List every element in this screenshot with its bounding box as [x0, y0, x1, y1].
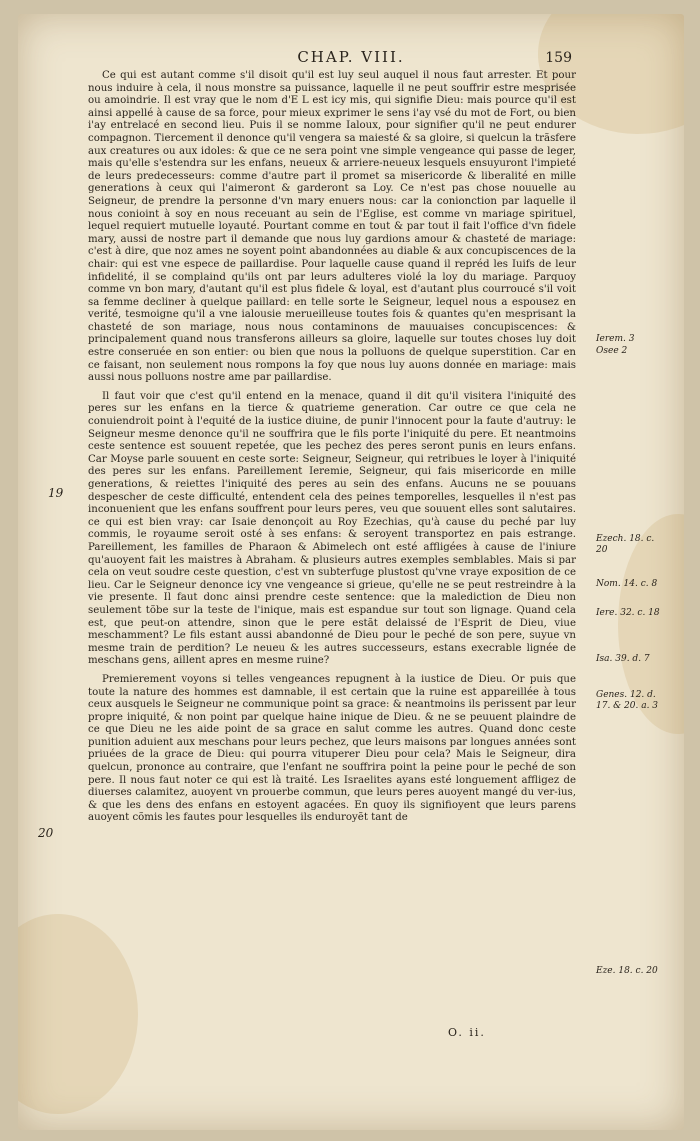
margin-note: Ierem. 3 — [596, 334, 635, 344]
paragraph: Premierement voyons si telles vengeances repugnent à la iustice de Dieu. Or puis que toute la nature des hommes est damnable, il est certain que la ruine est appareillée à tous ceux ausquels le Seigneur ne communique point sa grace: & neantmoins ils perissent par leur propre iniquité, & non point par quelque haine inique de Dieu. & ne se peuuent plaindre de ce que Dieu ne les aide point de sa grace en salut comme les autres. Quand donc ceste punition aduient aux meschans pour leurs pechez, que leurs maisons par longues années sont priuées de la grace de Dieu: qui pourra vituperer Dieu pour cela? Mais le Seigneur, dira quelcun, prononce au contraire, que l'enfant ne souffrira point la peine pour le peché de son pere. Il nous faut noter ce qui est là traité. Les Israelites ayans esté longuement affligez de diuerses calamitez, auoyent vn prouerbe commun, que leurs peres auoyent mangé du ver-ius, & que les dens des enfans en estoyent agacées. En quoy ils signifioyent que leurs parens auoyent cõmis les fautes pour lesquelles ils enduroyẽt tant de — [88, 673, 576, 824]
margin-note: Ezech. 18. c. 20 — [596, 534, 655, 555]
signature-mark: O. ii. — [448, 1026, 486, 1039]
section-number-19: 19 — [48, 486, 64, 500]
book-page — [18, 14, 684, 1130]
section-number-20: 20 — [38, 826, 54, 840]
margin-note: Osee 2 — [596, 346, 628, 356]
paragraph: Il faut voir que c'est qu'il entend en la menace, quand il dit qu'il visitera l'iniquité des peres sur les enfans en la tierce & quatrieme generation. Car outre ce que cela ne conuiendroit point à l'equité de la iustice diuine, de punir l'innocent pour la faute d'autruy: le Seigneur mesme denonce qu'il ne souffrira que le fils porte l'iniquité du pere. Et neantmoins ceste sentence est souuent repetée, que les pechez des peres seront punis en leurs enfans. Car Moyse parle souuent en ceste sorte: Seigneur, Seigneur, qui retribues le loyer à l'iniquité des peres sur les enfans. Pareillement Ieremie, Seigneur, qui fais misericorde en mille generations, & reiettes l'iniquité des peres au sein des enfans. Aucuns ne se pouuans despescher de ceste difficulté, entendent cela des peines temporelles, lesquelles il n'est pas inconuenient que les enfans souffrent pour leurs peres, veu que souuent elles sont salutaires. ce qui est bien vray: car Isaie denonçoit au Roy Ezechias, qu'à cause du peché par luy commis, le royaume seroit osté à ses enfans: & seroyent transportez en pais estrange. Pareillement, les familles de Pharaon & Abimelech ont esté affligées à cause de l'iniure qu'auoyent fait les maistres à Abraham. & plusieurs autres exemples semblables. Mais si par cela on veut soudre ceste question, c'est vn subterfuge plustost qu'vne vraye exposition de ce lieu. Car le Seigneur denonce icy vne vengeance si grieue, qu'elle ne se peut restreindre à la vie presente. Il faut donc ainsi prendre ceste sentence: que la malediction de Dieu non seulement tõbe sur la teste de l'inique, mais est espandue sur tout son lignage. Quand cela est, que peut-on attendre, sinon que le pere estãt delaissé de l'Esprit de Dieu, viue meschamment? Le fils estant aussi abandonné de Dieu pour le peché de son pere, suyue vn mesme train de perdition? Le neueu & les autres successeurs, estans execrable lignée de meschans gens, aillent apres en mesme ruine? — [88, 390, 576, 667]
margin-note: Isa. 39. d. 7 — [596, 654, 650, 664]
margin-note: Genes. 12. d. 17. & 20. a. 3 — [596, 690, 659, 711]
paper-stain — [18, 914, 138, 1114]
margin-note: Iere. 32. c. 18 — [596, 608, 660, 618]
margin-note: Nom. 14. c. 8 — [596, 579, 658, 589]
main-text — [88, 70, 576, 825]
paragraph: Ce qui est autant comme s'il disoit qu'il est luy seul auquel il nous faut arrester. Et pour nous induire à cela, il nous monstre sa puissance, laquelle il ne peut souffrir estre mesprisée ou amoindrie. Il est vray que le nom d'E L est icy mis, qui signifie Dieu: mais pource qu'il est ainsi appellé à cause de sa force, pour mieux exprimer le sens i'ay vsé du mot de Fort, ou bien i'ay entrelacé en second lieu. Puis il se nomme Ialoux, pour signifier qu'il ne peut endurer compagnon. Tiercement il denonce qu'il vengera sa maiesté & sa gloire, si quelcun la trãsfere aux creatures ou aux idoles: & que ce ne sera point vne simple vengeance qui passe de leger, mais qu'elle s'estendra sur les enfans, neueux & arriere-neueux lesquels ensuyuront l'impieté de leurs predecesseurs: comme d'autre part il promet sa misericorde & liberalité en mille generations à ceux qui l'aimeront & garderont sa Loy. Ce n'est pas chose nouuelle au Seigneur, de prendre la personne d'vn mary enuers nous: car la conionction par laquelle il nous conioint à soy en nous receuant au sein de l'Eglise, est comme vn mariage spirituel, lequel requiert mutuelle loyauté. Pourtant comme en tout & par tout il fait l'office d'vn fidele mary, aussi de nostre part il demande que nous luy gardions amour & chasteté de mariage: c'est à dire, que noz ames ne soyent point abandonnées au diable & aux concupiscences de la chair: qui est vne espece de paillardise. Pour laquelle cause quand il repréd les Iuifs de leur infidelité, il se complaind qu'ils ont par leurs adulteres violé la loy du mariage. Parquoy comme vn bon mary, d'autant qu'il est plus fidele & loyal, est d'autant plus courroucé s'il voit sa femme decliner à quelque paillard: en telle sorte le Seigneur, lequel nous a espousez en verité, tesmoigne qu'il a vne ialousie merueilleuse toutes fois & quantes qu'en mesprisant la chasteté de son mariage, nous nous contaminons de mauuaises concupiscences: & principalement quand nous transferons ailleurs sa gloire, laquelle sur toutes choses luy doit estre conseruée en son entier: ou bien que nous la polluons de quelque superstition. Car en ce faisant, non seulement nous rompons la foy que nous luy auons donnée en mariage: mais aussi nous polluons nostre ame par paillardise. — [88, 70, 576, 384]
page-number: 159 — [545, 50, 572, 66]
margin-note: Eze. 18. c. 20 — [596, 966, 658, 976]
running-title: CHAP. VIII. — [297, 48, 405, 66]
